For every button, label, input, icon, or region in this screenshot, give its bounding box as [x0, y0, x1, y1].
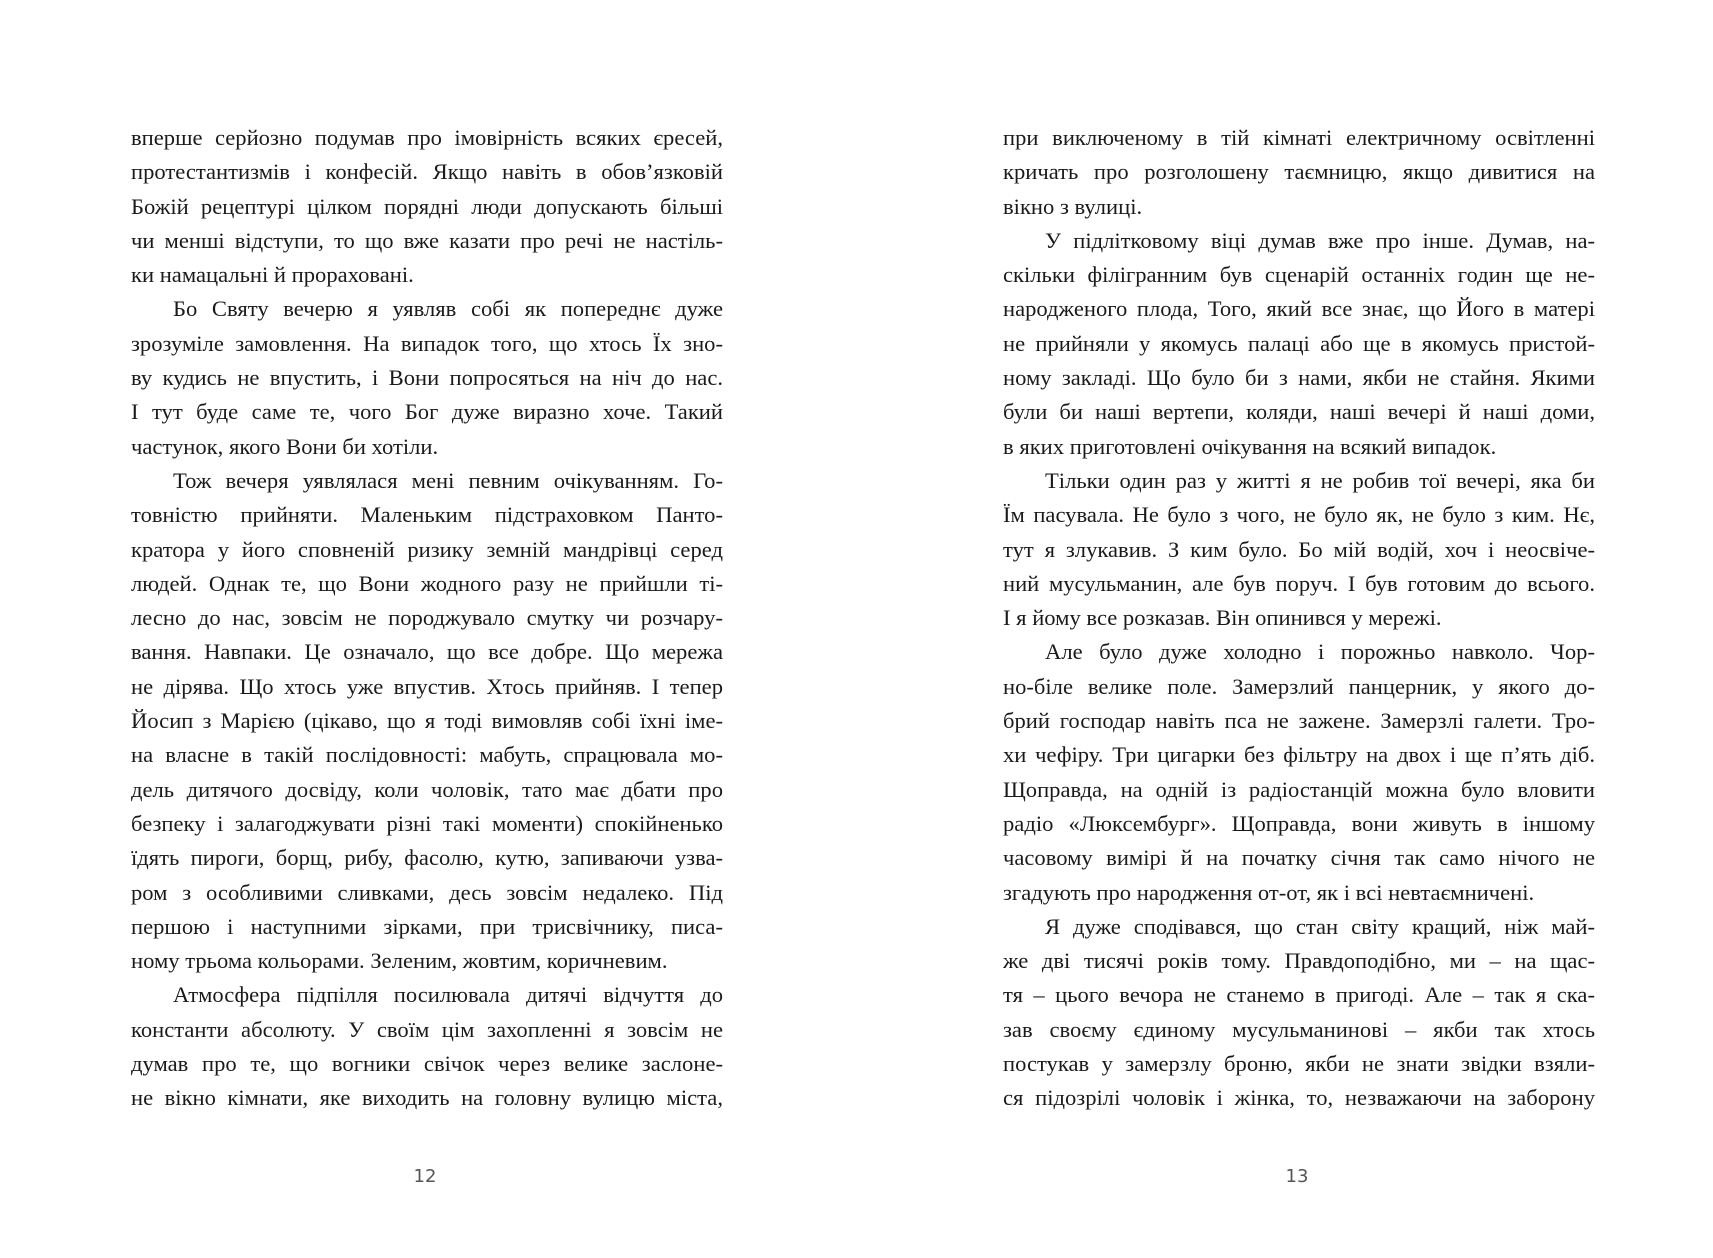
text-line: згадують про народження от-от, як і всі невтаємничені.	[1003, 879, 1535, 905]
text-line: кричать про розголошену таємницю, якщо дивитися на	[1003, 159, 1595, 185]
text-line: кратора у його сповненій ризику земній мандрівці серед	[131, 536, 723, 562]
text-line: ки намацальні й прораховані.	[131, 262, 414, 288]
left-page-text	[131, 121, 723, 1116]
text-line: Бо Святу вечерю я уявляв собі як попереднє дуже	[173, 296, 723, 322]
text-line: безпеку і залагоджувати різні такі моменти) спокійненько	[131, 810, 723, 836]
text-line: вперше серйозно подумав про імовірність всяких єресей,	[131, 125, 723, 150]
text-line: Божій рецептурі цілком порядні люди допускають більші	[131, 193, 723, 219]
text-line: народженого плода, Того, який все знає, що Його в матері	[1003, 296, 1595, 322]
text-line: протестантизмів і конфесій. Якщо навіть в обов’язковій	[131, 159, 723, 185]
text-line: на власне в такій послідовності: мабуть, спрацювала мо-	[131, 742, 723, 768]
left-page	[0, 0, 856, 1258]
text-line: тя – цього вечора не станемо в пригоді. Але – так я ска-	[1003, 982, 1595, 1008]
text-line: ному трьома кольорами. Зеленим, жовтим, коричневим.	[131, 948, 668, 974]
right-page	[857, 0, 1713, 1258]
text-line: У підлітковому віці думав вже про інше. Думав, на-	[1045, 227, 1595, 253]
text-line: ву кудись не впустить, і Вони попросяться на ніч до нас.	[131, 365, 723, 391]
text-line: Щоправда, на одній із радіостанцій можна було вловити	[1003, 776, 1595, 802]
right-page-number: 13	[1285, 1166, 1309, 1187]
text-line: ром з особливими сливками, десь зовсім недалеко. Під	[131, 879, 723, 905]
text-line: не вікно кімнати, яке виходить на головну вулицю міста,	[131, 1085, 723, 1111]
right-page-text	[1003, 121, 1595, 1116]
text-line: чи менші відступи, то що вже казати про речі не настіль-	[131, 227, 723, 253]
text-line: першою і наступними зірками, при трисвічнику, писа-	[131, 913, 723, 939]
text-line: же дві тисячі років тому. Правдоподібно, ми – на щас-	[1003, 948, 1595, 974]
text-line: не прийняли у якомусь палаці або ще в якомусь пристой-	[1003, 330, 1595, 356]
text-line: зрозуміле замовлення. На випадок того, що хтось Їх зно-	[131, 330, 723, 356]
text-line: хи чефіру. Три цигарки без фільтру на двох і ще п’ять діб.	[1003, 742, 1595, 768]
text-line: Але було дуже холодно і порожньо навколо. Чор-	[1045, 639, 1595, 665]
left-page-number: 12	[413, 1166, 437, 1187]
text-line: ний мусульманин, але був поруч. І був готовим до всього.	[1003, 570, 1595, 596]
text-line: Атмосфера підпілля посилювала дитячі відчуття до	[173, 982, 723, 1008]
text-line: но-біле велике поле. Замерзлий панцерник, у якого до-	[1003, 673, 1595, 699]
text-line: Я дуже сподівався, що стан світу кращий, ніж май-	[1045, 913, 1595, 939]
text-line: постукав у замерзлу броню, якби не знати звідки взяли-	[1003, 1051, 1595, 1077]
text-line: були би наші вертепи, коляди, наші вечері й наші доми,	[1003, 399, 1595, 425]
text-line: зав своєму єдиному мусульманинові – якби так хтось	[1003, 1016, 1595, 1042]
text-line: ся підозрілі чоловік і жінка, то, незважаючи на заборону	[1003, 1085, 1595, 1111]
text-line: Тож вечеря уявлялася мені певним очікуванням. Го-	[173, 467, 723, 493]
text-line: дель дитячого досвіду, коли чоловік, тато має дбати про	[131, 776, 723, 802]
text-line: їдять пироги, борщ, рибу, фасолю, кутю, запиваючи узва-	[131, 845, 723, 871]
text-line: не дірява. Що хтось уже впустив. Хтось прийняв. І тепер	[131, 673, 723, 699]
text-line: при виключеному в тій кімнаті електричному освітленні	[1003, 125, 1595, 150]
text-line: ному закладі. Що було би з нами, якби не стайня. Якими	[1003, 365, 1595, 391]
text-line: Їм пасувала. Не було з чого, не було як, не було з ким. Нє,	[1003, 502, 1595, 528]
text-line: радіо «Люксембург». Щоправда, вони живуть в іншому	[1003, 810, 1595, 836]
text-line: брий господар навіть пса не зажене. Замерзлі галети. Тро-	[1003, 708, 1595, 734]
text-line: І я йому все розказав. Він опинився у мережі.	[1003, 605, 1442, 631]
text-line: Йосип з Марією (цікаво, що я тоді вимовляв собі їхні іме-	[131, 708, 723, 734]
text-line: скільки філігранним був сценарій останніх годин ще не-	[1003, 262, 1595, 288]
text-line: тут я злукавив. З ким було. Бо мій водій, хоч і неосвіче-	[1003, 536, 1595, 562]
text-line: частунок, якого Вони би хотіли.	[131, 433, 439, 459]
text-line: людей. Однак те, що Вони жодного разу не прийшли ті-	[131, 570, 723, 596]
text-line: І тут буде саме те, чого Бог дуже виразно хоче. Такий	[131, 399, 723, 425]
text-line: товністю прийняти. Маленьким підстраховком Панто-	[131, 502, 723, 528]
text-line: вікно з вулиці.	[1003, 193, 1143, 219]
text-line: константи абсолюту. У своїм цім захопленні я зовсім не	[131, 1016, 723, 1042]
text-line: думав про те, що вогники свічок через велике заслоне-	[131, 1051, 723, 1077]
text-line: Тільки один раз у житті я не робив тої вечері, яка би	[1045, 467, 1595, 493]
text-line: вання. Навпаки. Це означало, що все добре. Що мережа	[131, 639, 723, 665]
text-line: в яких приготовлені очікування на всякий випадок.	[1003, 433, 1497, 459]
text-line: часовому вимірі й на початку січня так само нічого не	[1003, 845, 1595, 871]
text-line: лесно до нас, зовсім не породжувало смутку чи розчару-	[131, 605, 723, 631]
